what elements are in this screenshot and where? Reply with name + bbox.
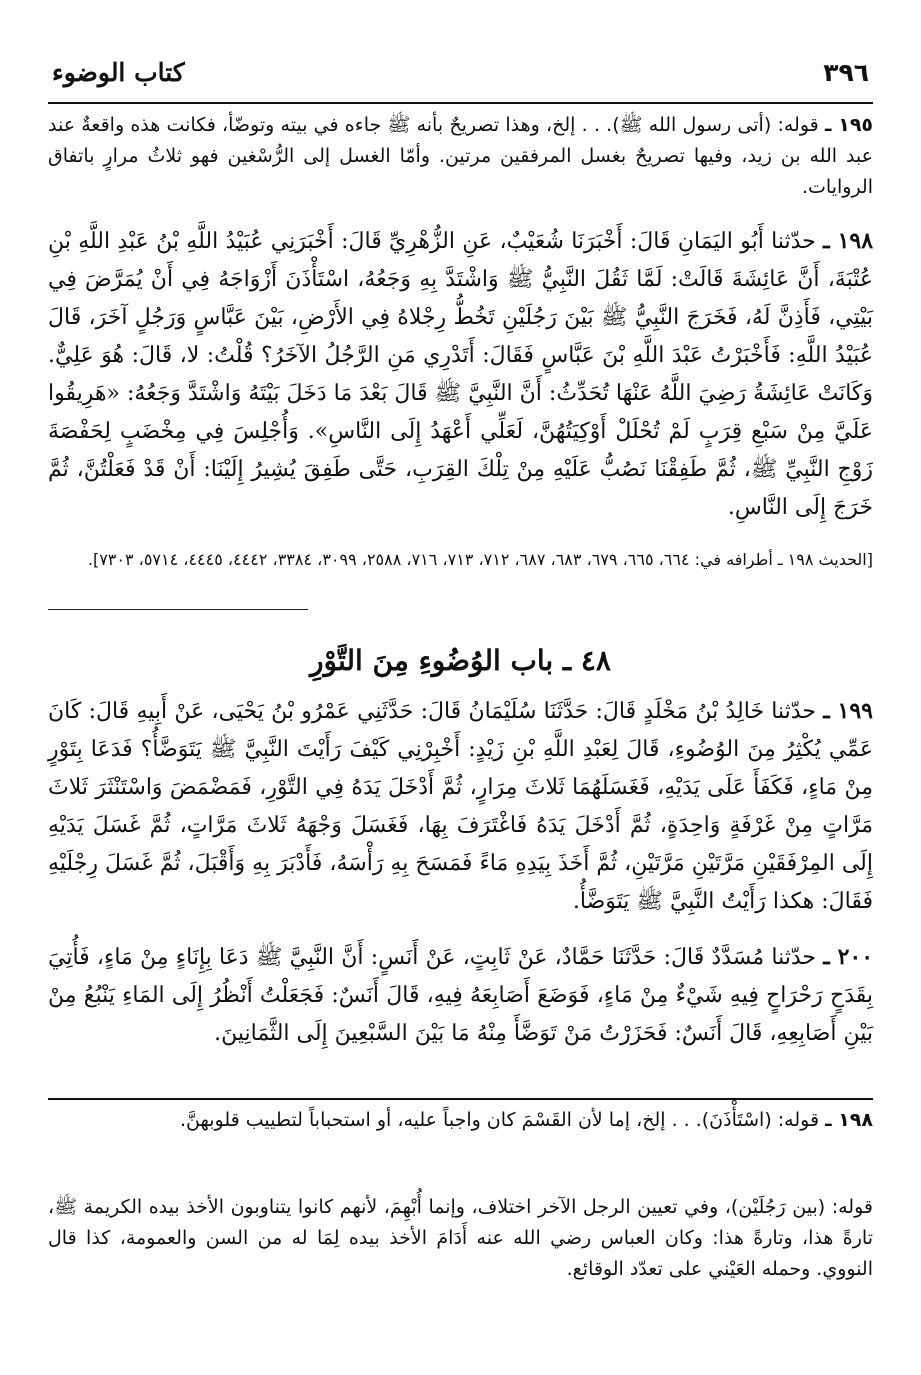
hadith-number: ٢٠٠ ـ <box>823 944 874 970</box>
hadith-number: ١٩٩ ـ <box>823 698 873 724</box>
book-title: كتاب الوضوء <box>52 58 185 87</box>
commentary-divider <box>48 1098 873 1100</box>
hadith-198-references: [الحديث ١٩٨ ـ أطرافه في: ٦٦٤، ٦٦٥، ٦٧٩، ٦٨٣، ٦٨٧، ٧١٢، ٧١٣، ٧١٦، ٢٥٨٨، ٣٠٩٩، ٣٣٨٤، ٤٤٤٢، ٤٤٤٥، ٥٧١٤، ٧٣٠٣]. <box>87 550 873 569</box>
hadith-text: حدّثنا أَبُو اليَمَانِ قَالَ: أَخْبَرَنَا شُعَيْبٌ، عَنِ الزُّهْرِيِّ قَالَ: أَخْبَرَنِي عُبَيْدُ اللَّهِ بْنُ عَبْدِ اللَّهِ بْنِ عُتْبَةَ، أَنَّ عَائِشَةَ قَالَتْ: لَمَّا ثَقُلَ النَّبِيُّ ﷺ وَاشْتَدَّ بِهِ وَجَعُهُ، اسْتَأْذَنَ أَزْوَاجَهُ فِي أَنْ يُمَرَّضَ فِي بَيْتِي، فَأَذِنَّ لَهُ، فَخَرَجَ النَّبِيُّ ﷺ بَيْنَ رَجُلَيْنِ تَخُطُّ رِجْلاهُ فِي الأَرْضِ، بَيْنَ عَبَّاسٍ وَرَجُلٍ آخَرَ، قَالَ عُبَيْدُ اللَّهِ: فَأَخْبَرْتُ عَبْدَ اللَّهِ بْنَ عَبَّاسٍ فَقَالَ: أَتَدْرِي مَنِ الرَّجُلُ الآخَرُ؟ قُلْتُ: لا، قَالَ: هُوَ عَلِيٌّ. وَكَانَتْ عَائِشَةُ رَضِيَ اللَّهُ عَنْهَا تُحَدِّثُ: أَنَّ النَّبِيَّ ﷺ قَالَ بَعْدَ مَا دَخَلَ بَيْتَهُ وَاشْتَدَّ وَجَعُهُ: «هَرِيقُوا عَلَيَّ مِنْ سَبْعِ قِرَبٍ لَمْ تُحْلَلْ أَوْكِيَتُهُنَّ، لَعَلِّي أَعْهَدُ إِلَى النَّاسِ». وَأُجْلِسَ فِي مِخْضَبٍ لِحَفْصَةَ زَوْجِ النَّبِيِّ ﷺ، ثُمَّ طَفِقْنَا نَصُبُّ عَلَيْهِ مِنْ تِلْكَ القِرَبِ، حَتَّى طَفِقَ يُشِيرُ إِلَيْنَا: أَنْ قَدْ فَعَلْتُنَّ، ثُمَّ خَرَجَ إِلَى النَّاسِ. <box>48 229 873 520</box>
page-header <box>48 56 873 104</box>
commentary-text: قوله: (اسْتَأْذَنَ). . . إلخ، إما لأن القَسْمَ كان واجباً عليه، أو استحباباً لتطييب قلوبهنَّ. <box>179 1109 820 1131</box>
commentary-number: ١٩٥ ـ <box>824 114 874 136</box>
hadith-200 <box>48 938 873 1053</box>
commentary-number: ١٩٨ ـ <box>825 1109 873 1131</box>
commentary-text: قوله: (أتى رسول الله ﷺ). . . إلخ، وهذا تصريحٌ بأنه ﷺ جاءه في بيته وتوضّأ، فكانت هذه واقعةٌ عند عبد الله بن زيد، وفيها تصريحٌ بغسل المرفقين مرتين. وأمّا الغسل إلى الرُّسْغين فهو ثلاثُ مرارٍ باتفاق الروايات. <box>48 114 873 198</box>
hadith-199 <box>48 692 873 921</box>
commentary-195 <box>48 110 873 203</box>
hadith-text: حدّثنا خَالِدُ بْنُ مَخْلَدٍ قَالَ: حَدَّثَنَا سُلَيْمَانُ قَالَ: حَدَّثَنِي عَمْرُو بْنُ يَحْيَى، عَنْ أَبِيهِ قَالَ: كَانَ عَمِّي يُكْثِرُ مِنَ الوُضُوءِ، قَالَ لِعَبْدِ اللَّهِ بْنِ زَيْدٍ: أَخْبِرْنِي كَيْفَ رَأَيْتَ النَّبِيَّ ﷺ يَتَوَضَّأُ؟ فَدَعَا بِتَوْرٍ مِنْ مَاءٍ، فَكَفَأَ عَلَى يَدَيْهِ، فَغَسَلَهُمَا ثَلاثَ مِرَارٍ، ثُمَّ أَدْخَلَ يَدَهُ فِي التَّوْرِ، فَمَضْمَضَ وَاسْتَنْثَرَ ثَلاثَ مَرَّاتٍ مِنْ غَرْفَةٍ وَاحِدَةٍ، ثُمَّ أَدْخَلَ يَدَهُ فَاغْتَرَفَ بِهَا، فَغَسَلَ وَجْهَهُ ثَلاثَ مَرَّاتٍ، ثُمَّ غَسَلَ يَدَيْهِ إِلَى المِرْفَقَيْنِ مَرَّتَيْنِ مَرَّتَيْنِ، ثُمَّ أَخَذَ بِيَدِهِ مَاءً فَمَسَحَ بِهِ رَأْسَهُ، فَأَدْبَرَ بِهِ وَأَقْبَلَ، ثُمَّ غَسَلَ رِجْلَيْهِ فَقَالَ: هكذا رَأَيْتُ النَّبِيَّ ﷺ يَتَوَضَّأُ. <box>48 699 873 914</box>
chapter-title: ٤٨ ـ باب الوُضُوءِ مِنَ التَّوْرِ <box>310 644 611 677</box>
hadith-text: حدّثنا مُسَدَّدٌ قَالَ: حَدَّثَنَا حَمَّادٌ، عَنْ ثَابِتٍ، عَنْ أَنَسٍ: أَنَّ النَّبِيَّ ﷺ دَعَا بِإِنَاءٍ مِنْ مَاءٍ، فَأُتِيَ بِقَدَحٍ رَحْرَاحٍ فِيهِ شَيْءٌ مِنْ مَاءٍ، فَوَضَعَ أَصَابِعَهُ فِيهِ، قَالَ أَنَسٌ: فَجَعَلْتُ أَنْظُرُ إِلَى المَاءِ يَنْبُعُ مِنْ بَيْنِ أَصَابِعِهِ، قَالَ أَنَسٌ: فَحَزَرْتُ مَنْ تَوَضَّأَ مِنْهُ مَا بَيْنَ السَّبْعِينَ إِلَى الثَّمَانِينَ. <box>48 945 873 1046</box>
commentary-text: قوله: (بين رَجُلَيْن)، وفي تعيين الرجل الآخر اختلاف، وإنما أُبْهِمَ، لأنهم كانوا يتناوبون الأخذ بيده الكريمة ﷺ، تارةً هذا، وتارةً هذا: وكان العباس رضي الله عنه أَدَامَ الأخذ بيده لِمَا له من السن والعمومة، كذا قال النووي. وحمله العَيْني على تعدّد الوقائع. <box>48 1196 873 1280</box>
commentary-198-istadhana <box>48 1105 873 1136</box>
commentary-198-rajulayn <box>48 1192 873 1285</box>
references-separator <box>48 609 308 610</box>
hadith-number: ١٩٨ ـ <box>823 228 874 254</box>
hadith-198 <box>48 222 873 527</box>
page-number: ٣٩٦ <box>823 58 869 87</box>
